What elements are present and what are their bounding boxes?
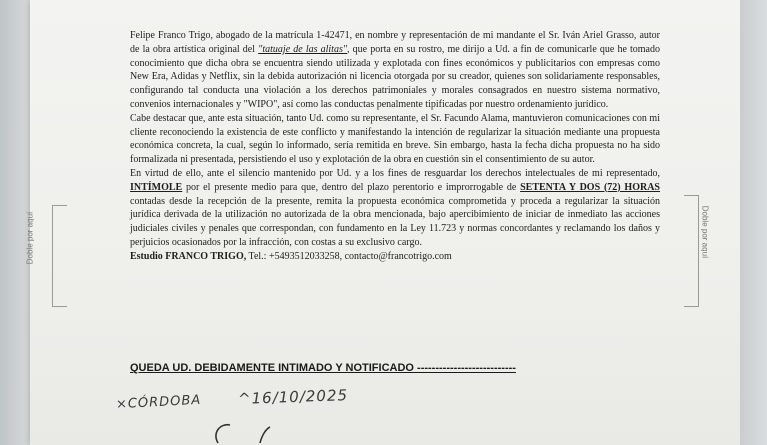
notice-line: QUEDA UD. DEBIDAMENTE INTIMADO Y NOTIFICADO --------------------------- bbox=[130, 362, 516, 374]
letter-body bbox=[130, 29, 660, 264]
work-title: "tatuaje de las alitas" bbox=[258, 43, 348, 55]
paragraph-3 bbox=[130, 167, 660, 250]
firm-contact-line bbox=[130, 250, 660, 264]
intimole-word: INTÍMOLE bbox=[130, 181, 183, 193]
handwritten-city: ×CÓRDOBA bbox=[115, 392, 202, 413]
handwritten-date: ^16/10/2025 bbox=[237, 386, 349, 408]
fold-label-left: Doble por aquí bbox=[25, 211, 35, 265]
deadline-term: SETENTA Y DOS (72) HORAS bbox=[520, 181, 660, 193]
signature-mark bbox=[200, 415, 290, 445]
fold-label-right: Doble por aquí bbox=[700, 205, 710, 259]
paragraph-1 bbox=[130, 29, 660, 112]
p3-text-b: por el presente medio para que, dentro del plazo perentorio e improrrogable de bbox=[182, 181, 521, 193]
firm-name: Estudio FRANCO TRIGO, bbox=[130, 250, 247, 262]
paragraph-2: Cabe destacar que, ante esta situación, tanto Ud. como su representante, el Sr. Facundo Alama, mantuvieron comunicaciones con mi cliente reconociendo la existencia de este conflicto y manifestando la intención de regularizar la situación mediante una propuesta económica concreta, la cual, según lo informado, sería remitida en breve. Sin embargo, hasta la fecha dicha propuesta no ha sido formalizada ni presentada, persistiendo el uso y explotación de la obra en cuestión sin el consentimiento de su autor. bbox=[130, 112, 660, 166]
right-background-edge bbox=[740, 0, 767, 445]
p1-text-b: , que porta en su rostro, me dirijo a Ud. a fin de comunicarle que he tomado conocimiento que dicha obra se encuentra siendo utilizada y explotada con fines económicos y publicitarios con empresas como New Era, Adidas y Netflix, sin la debida autorización ni licencia otorgada por su creador, quienes son solidariamente responsables, configurando tal conducta una violación a los derechos patrimoniales y morales consagrados en nuestro sistema normativo, convenios internacionales y "WIPO", así como las conductas penalmente tipificadas por nuestro ordenamiento jurídico. bbox=[130, 43, 661, 110]
p3-text-a: En virtud de ello, ante el silencio mantenido por Ud. y a los fines de resguardar los derechos intelectuales de mi representado, bbox=[130, 167, 660, 179]
fold-mark-right bbox=[684, 195, 699, 307]
p1-text-a: Felipe Franco Trigo, abogado de la matrícula 1-42471, en nombre y representación de mi mandante el Sr. Iván Ariel Grasso, autor de la obra artística original del bbox=[130, 30, 660, 55]
p3-text-c: contadas desde la recepción de la presente, remita la propuesta económica comprometida y proceda a regularizar la situación jurídica derivada de la utilización no autorizada de la obra mencionada, bajo apercibimiento de iniciar de inmediato las acciones judiciales civiles y penales que correspondan, con fundamento en la Ley 11.723 y normas concordantes y reclamando los daños y perjuicios ocasionados por la infracción, con costas a su exclusivo cargo. bbox=[130, 195, 660, 248]
fold-mark-left bbox=[52, 205, 67, 307]
firm-contact: Tel.: +5493512033258, contacto@francotrigo.com bbox=[246, 250, 452, 262]
